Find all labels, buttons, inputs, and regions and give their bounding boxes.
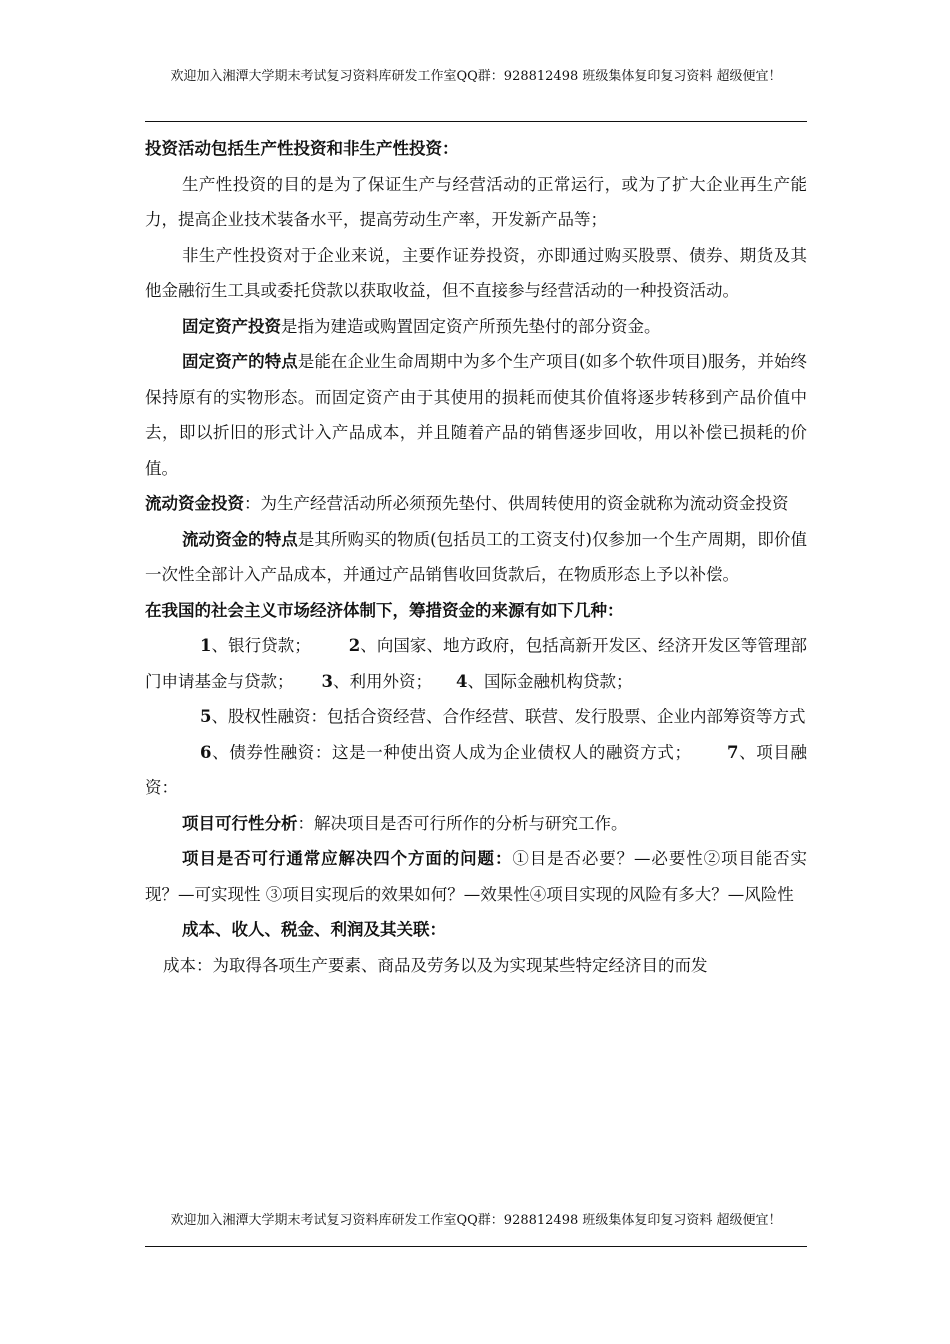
heading-text: 投资活动包括生产性投资和非生产性投资： [145,139,459,158]
item-number: 5 [200,707,212,726]
term: 固定资产的特点 [182,352,298,371]
term: 流动资金的特点 [182,529,298,549]
funding-sources-list-2 [145,699,807,735]
non-productive-investment-paragraph: 非生产性投资对于企业来说，主要作证券投资，亦即通过购买股票、债券、期货及其他金融衍生工具或委托贷款以获取收益，但不直接参与经营活动的一种投资活动。 [145,245,807,300]
working-capital-features-paragraph [145,522,807,593]
item-text: 、股权性融资：包括合资经营、合作经营、联营、发行股票、企业内部筹资等方式 [211,707,806,726]
term: 项目是否可行通常应解决四个方面的问题： [182,849,513,868]
heading-text: 成本、收人、税金、利润及其关联： [182,920,446,939]
term: 固定资产投资 [182,316,281,336]
working-capital-investment-paragraph [145,486,807,522]
page-footer: 欢迎加入湘潭大学期末考试复习资料库研发工作室QQ群：928812498 班级集体复印复习资料 超级便宜！ [170,1213,782,1228]
cost-definition-paragraph: 成本：为取得各项生产要素、商品及劳务以及为实现某些特定经济目的而发 [163,955,708,975]
term: 流动资金投资 [145,494,244,513]
page-header: 欢迎加入湘潭大学期末考试复习资料库研发工作室QQ群：928812498 班级集体复印复习资料 超级便宜！ [170,69,782,84]
item-number: 6 [200,742,212,762]
term: 项目可行性分析 [182,813,298,833]
cost-income-heading [145,912,807,948]
definition: 是能在企业生命周期中为多个生产项目(如多个软件项目)服务，并始终保持原有的实物形态。而固定资产由于其使用的损耗而使其价值将逐步转移到产品价值中去，即以折旧的形式计入产品成本，并且随着产品的销售逐步回收，用以补偿已损耗的价值。 [145,352,808,478]
definition: 是其所购买的物质(包括员工的工资支付)仅参加一个生产周期，即价值一次性全部计入产品成本，并通过产品销售收回货款后，在物质形态上予以补偿。 [145,529,808,584]
definition: 是指为建造或购置固定资产所预先垫付的部分资金。 [281,316,661,336]
definition: ：解决项目是否可行所作的分析与研究工作。 [297,813,628,833]
investment-types-heading [145,131,807,167]
feasibility-questions-paragraph [145,841,807,912]
feasibility-analysis-paragraph [145,806,807,842]
definition: ①目是否必要？—必要性②项目能否实现？—可实现性 ③项目实现后的效果如何？—效果性④项目实现的风险有多大？—风险性 [145,849,808,904]
item-text: 、项目融资： [145,742,808,797]
item-number: 3 [321,671,333,691]
item-number: 4 [455,671,468,691]
item-text: 、向国家、地方政府，包括高新开发区、经济开发区等管理部门申请基金与贷款； [145,636,808,691]
productive-investment-paragraph: 生产性投资的目的是为了保证生产与经营活动的正常运行，或为了扩大企业再生产能力，提高企业技术装备水平，提高劳动生产率，开发新产品等； [145,174,807,229]
fixed-asset-investment-paragraph [145,309,807,345]
item-number: 1 [200,636,212,655]
item-text: 、银行贷款； [211,636,311,655]
item-number: 7 [727,742,739,762]
item-text: 、国际金融机构贷款； [467,671,633,691]
header-divider [145,121,807,122]
definition: ：为生产经营活动所必须预先垫付、供周转使用的资金就称为流动资金投资 [244,494,789,513]
heading-text: 在我国的社会主义市场经济体制下，筹措资金的来源有如下几种： [145,600,624,620]
funding-sources-heading [145,593,807,629]
document-body [145,131,807,983]
fixed-asset-features-paragraph [145,344,807,486]
item-number: 2 [348,636,361,655]
footer-divider [145,1246,807,1247]
funding-sources-list-1 [145,628,807,699]
funding-sources-list-3 [145,735,807,806]
item-text: 、利用外资； [332,671,432,691]
item-text: 、债券性融资：这是一种使出资人成为企业债权人的融资方式； [211,742,692,762]
